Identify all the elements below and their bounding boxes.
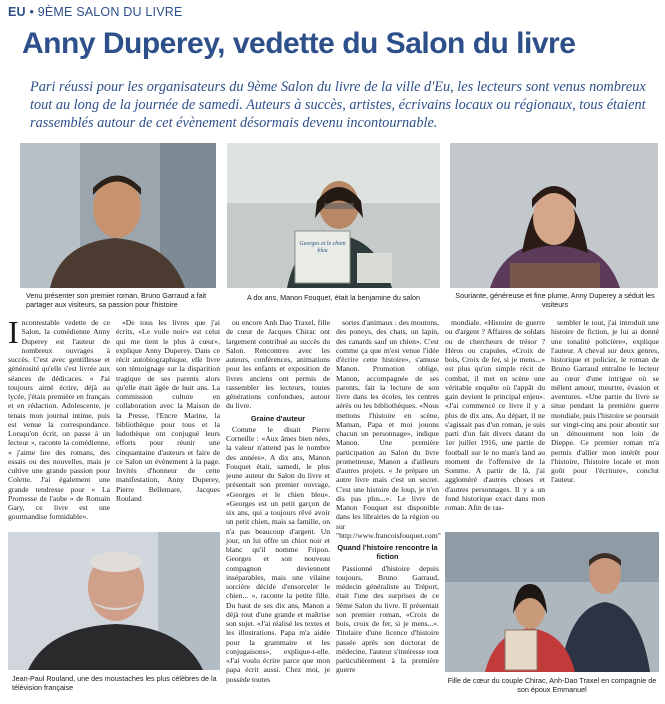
- kicker-city: EU: [8, 5, 26, 19]
- article-column-5: [445, 318, 545, 526]
- caption-manon-fouquet: A dix ans, Manon Fouquet, était la benjamine du salon: [246, 293, 420, 302]
- article-column-2: [116, 318, 220, 503]
- column-1-text: ncontestable vedette de ce Salon, la comédienne Anny Duperey est l'auteur de nombreux ouvrages à succès. C'est avec gentillesse et générosité qu'elle s'est livrée aux séances de dédicaces. « J'ai toujours aimé écrire, déjà au lycée, j'étais première en français et en rédaction. Adolescente, je tenais mon journal intime, puis est venue la correspondance. Lorsqu'on écrit, on passe à un lecteur », raconte la comédienne, « j'aime lire des romans, des essais ou des nouvelles, mais je cultive une grande passion pour Colette. J'ai également une grande tendresse pour « La Promesse de l'aube » de Romain Gary, ce livre est une gourmandise formidable».: [8, 318, 110, 522]
- column-3-text-b: Comme le disait Pierre Corneille : «Aux âmes bien nées, la valeur n'attend pas le nombre des années». A dix ans, Manon Fouquet était, samedi, le plus jeune auteur du Salon du livre et présentait son premier ouvrage, «Georges et le chien bleu». «Georges est un petit garçon de six ans, qui a toujours rêvé avoir un petit chien, mais sa famille, on n'a pas beaucoup d'argent. Un jour, on lui offre un chiot noir et blanc qu'il nomme Fripon. Georges et son nouveau compagnon deviennent inséparables, mais une vilaine sorcière décide d'ensorceler le chien... », raconte la petite fille. Du haut de ses dix ans, Manon a déjà tout d'une grande et maîtrise son sujet. «J'ai réalisé les textes et les illustrations. Papa m'a aidée pour la grammaire et les conjugaisons», explique-t-elle. «J'ai voulu écrire parce que mon papa écrit aussi. Chez moi, je possède toutes: [226, 424, 330, 684]
- subheading-histoire-fiction: Quand l'histoire rencontre la fiction: [337, 543, 438, 562]
- intro-paragraph: Pari réussi pour les organisateurs du 9ème Salon du livre de la ville d'Eu, les lecteurs sont venus nombreux tout au long de la journée de samedi. Auteurs à succès, artistes, écrivains locaux ou régionaux, tous étaient rassemblés autour de cet évènement désormais devenu incontournable.: [30, 79, 646, 131]
- subheading-graine-dauteur: Graine d'auteur: [250, 413, 306, 423]
- article-column-6: [551, 318, 659, 526]
- column-3-text-a: ou encore Anh Dao Traxel, fille de cœur de Jacques Chirac ont largement contribué au succès du Salon. Rencontres avec les auteurs, conférences, animations pour les enfants et exposition de livres anciens ont permis de rassembler les lecteurs, toutes générations confondues, autour du livre.: [226, 318, 330, 411]
- article-column-4: [336, 318, 439, 700]
- column-6-text: sembler le tout, j'ai introduit une histoire de fiction, je lui ai donné une tonalité policière», explique l'auteur. A cheval sur deux genres, historique et policier, le roman de Bruno Garraud entraîne le lecteur au cœur d'une intrigue où se mêlent amour, meurtre, évasion et aventures. «Une partie du livre se situe pendant la première guerre mondiale, puis l'histoire se poursuit sur vingt-cinq ans pour aboutir sur un dénouement non loin de Dieppe. Ce premier roman m'a permis d'allier mon intérêt pour l'histoire, l'histoire locale et mon goût pour l'écriture», conclut l'auteur.: [551, 318, 659, 485]
- photo-anh-dao-traxel: [445, 532, 659, 672]
- drop-cap: I: [8, 314, 19, 350]
- caption-anny-duperey: Souriante, généreuse et fine plume, Anny Duperey a séduit les visiteurs: [455, 291, 655, 309]
- column-4-text-a: sortes d'animaux : des moutons, des poneys, des chats, un lapin, des canards sauf un chien». C'est comme ça que m'est venue l'idée d'écrire cette histoire», s'amuse Manon. Promotion oblige, Manon, accompagnée de ses parents, fait la lecture de son livre dans les écoles, les centres aérés ou les bibliothèques. «Nous mettons l'histoire en scène, Maman, Papa et moi jouons chacun un personnage», indique Manon. Une première participation au Salon du livre prometteuse, Manon a d'ailleurs d'autres projets. « Je prépare un autre livre mais c'est un secret. C'est une histoire de loup, je n'en dis pas plus...». Le livre de Manon Fouquet est disponible dans les librairies de la région ou sur "http://www.francoisfouquet.com": [336, 318, 441, 540]
- column-2-text: «De tous les livres que j'ai écrits, «Le voile noir» est celui qui me tient le plus à cœur», explique Anny Duperey. Dans ce récit autobiographique, elle livre son témoignage sur la disparition tragique de ses parents alors qu'elle était âgée de huit ans. La commission culture en collaboration avec la Maison de la Presse, l'Encre Marine, la bibliothèque pour tous et la ludothèque ont conjugué leurs efforts pour réunir une cinquantaine d'auteurs et faire de ce Salon un évènement à la page. Invités d'honneur de cette manifestation, Anny Duperey, Pierre Bellemare, Jacques Rouland: [116, 318, 220, 503]
- article-column-3: [226, 318, 330, 700]
- photo-manon-fouquet: [227, 143, 440, 288]
- photo-jean-paul-rouland: [8, 532, 220, 670]
- caption-bruno-garraud: Venu présenter son premier roman, Bruno Garraud a fait partager aux visiteurs, sa passion pour l'histoire: [26, 291, 207, 309]
- caption-jean-paul-rouland: Jean-Paul Rouland, une des moustaches les plus célèbres de la télévision française: [12, 674, 217, 692]
- headline: Anny Duperey, vedette du Salon du livre: [22, 27, 576, 60]
- photo-anny-duperey: [450, 143, 658, 288]
- column-5-text: mondiale. «Histoire de guerre ou d'argent ? Affaires de soldats ou de chercheurs de trésor ? Héros ou crapules, «Croix de bois, Croix de fer, si je mens...» est plus qu'un simple récit de combat, il met en scène une véritable enquête où l'appât du gain devient le principal enjeu». «J'ai commencé ce livre il y a plus de dix ans. Au départ, il ne s'agissait pas d'un roman, je suis parti d'un fait divers datant du 1er juillet 1916, une partie de football sur le no man's land au moment de l'offensive de la Somme. A partir de là, j'ai aggloméré d'autres choses et d'autres personnages. Il y a un fond historique exact dans mon roman. Afin de ras-: [445, 318, 545, 512]
- book-cover-title: Georges et le chien bleu: [299, 241, 346, 254]
- caption-anh-dao-traxel: Fille de cœur du couple Chirac, Anh-Dao Traxel en compagnie de son époux Emmanuel: [447, 676, 657, 694]
- article-column-1: [8, 314, 110, 522]
- section-kicker: [8, 5, 183, 19]
- kicker-section: • 9ÈME SALON DU LIVRE: [25, 5, 183, 19]
- column-4-text-b: Passionné d'histoire depuis toujours, Bruno Garraud, médecin généraliste au Tréport, était l'une des surprises de ce 9ème Salon du livre. Il présentait son premier roman, «Croix de bois, croix de fer, si je mens...». Titulaire d'une licence d'histoire passée après son doctorat de médecine, l'auteur s'intéresse tout particulièrement à la première guerre: [336, 563, 439, 675]
- photo-bruno-garraud: [20, 143, 216, 288]
